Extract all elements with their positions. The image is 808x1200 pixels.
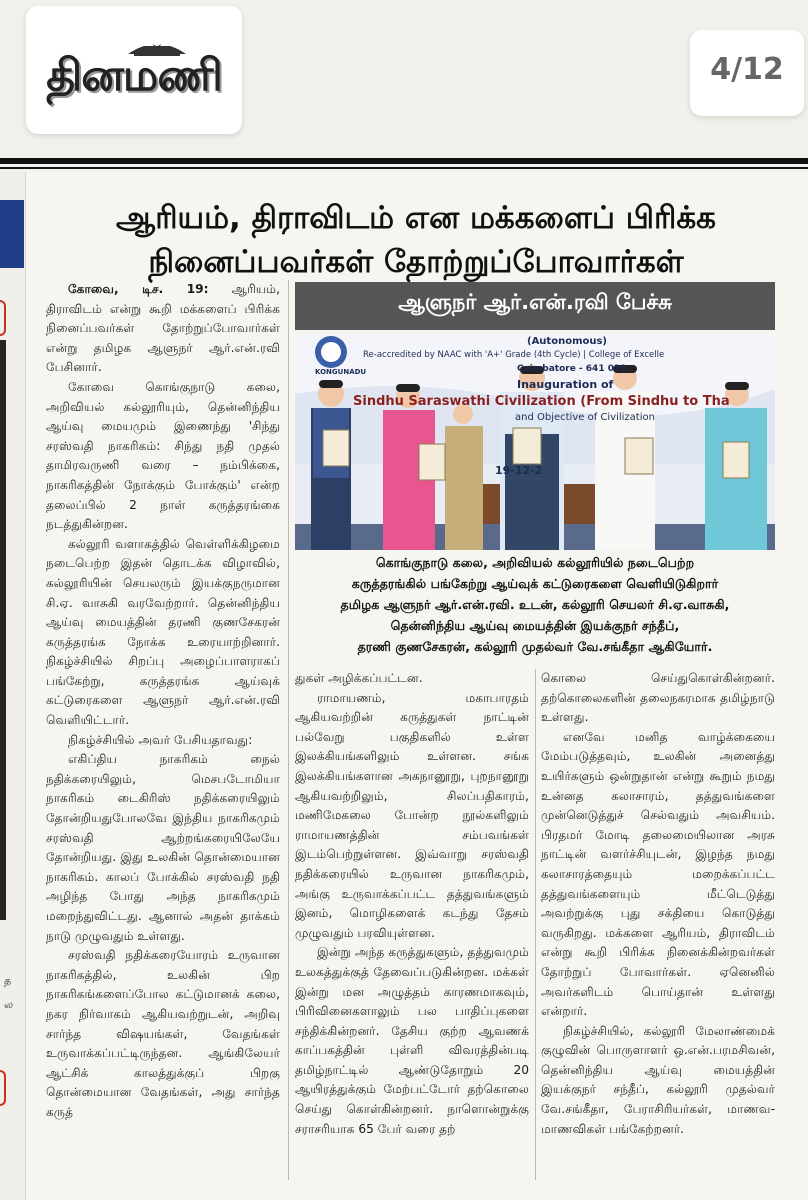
photo-banner-text: Inauguration of	[517, 378, 614, 391]
article-paragraph: ஆரியம், திராவிடம் என்று கூறி மக்களைப் பிரிக்க நினைப்பவர்கள் தோற்றுப்போவார்கள் என்று தமிழக ஆளுநர் ஆர்.என்.ரவி பேசினார்.	[46, 282, 280, 375]
photo-caption	[295, 552, 775, 657]
photo-banner-text: Re-accredited by NAAC with 'A+' Grade (4th Cycle) | College of Excelle	[363, 350, 665, 360]
masthead-bar	[0, 0, 808, 170]
article-column-1	[46, 280, 280, 1123]
page-indicator-card[interactable]	[690, 30, 804, 116]
newspaper-logo: தினமணி	[46, 50, 222, 101]
article-subheadline-box	[295, 282, 775, 330]
article-column-3	[541, 669, 775, 1139]
article-paragraph: ராமாயணம், மகாபாரதம் ஆகியவற்றின் கருத்துகள் நாட்டின் பல்வேறு பகுதிகளில் உள்ள இலக்கியங்களிலும் உள்ளன. சங்க இலக்கியங்களான அகநானூறு, புறநானூறு ஆகியவற்றிலும், சிலப்பதிகாரம், மணிமேகலை போன்ற நூல்களிலும் ராமாயணத்தின் சம்பவங்கள் இடம்பெற்றுள்ளன. இவ்வாறு சரஸ்வதி நதிக்கரையில் உருவான நாகரிகமும், அங்கு உருவாக்கப்பட்ட தத்துவங்களும் இனம், மொழிகளைக் கடந்து தேசம் முழுவதும் பரவியுள்ளன.	[295, 690, 529, 940]
photo-banner-logo: KONGUNADU	[315, 368, 367, 376]
article-paragraph: கோவை கொங்குநாடு கலை, அறிவியல் கல்லூரியும், தென்னிந்திய ஆய்வு மையமும் இணைந்து 'சிந்து சரஸ்வதி நாகரிகம்: சிந்து நதி முதல் தாமிரவருணி வரை – நம்பிக்கை, நாகரிகத்தின் நோக்கும் போக்கும்' என்ற தலைப்பில் 2 நாள் கருத்தரங்கை நடத்துகின்றன.	[46, 379, 280, 532]
article-paragraph: துகள் அழிக்கப்பட்டன.	[295, 671, 423, 685]
photo-banner-date: 19-12-2	[495, 464, 543, 477]
article-paragraph: கல்லூரி வளாகத்தில் வெள்ளிக்கிழமை நடைபெற்ற இதன் தொடக்க விழாவில், கல்லூரியின் செயலரும் இயக்குநருமான சி.ஏ. வாசுகி வரவேற்றார். தென்னிந்திய ஆய்வு மையத்தின் தரணி குணசேகரன் கருத்தரங்க நோக்க உரையாற்றினார். நிகழ்ச்சியில் சிறப்பு அழைப்பாளராகப் பங்கேற்று, கருத்தரங்க ஆய்வுக் கட்டுரைகளை ஆளுநர் ஆர்.என்.ரவி வெளியிட்டார்.	[46, 536, 280, 728]
adjacent-text-fragment: ல	[4, 998, 14, 1011]
headline-line: நினைப்பவர்கள் தோற்றுப்போவார்கள்	[148, 244, 684, 280]
caption-line: தமிழக ஆளுநர் ஆர்.என்.ரவி. உடன், கல்லூரி செயலர் சி.ஏ.வாசுகி,	[340, 597, 730, 612]
caption-line: தரணி குணசேகரன், கல்லூரி முதல்வர் வே.சங்கீதா ஆகியோர்.	[357, 639, 713, 654]
adjacent-red-bracket	[0, 1070, 6, 1106]
article-photo[interactable]	[295, 334, 775, 550]
photo-banner-text: and Objective of Civilization	[515, 412, 655, 423]
article-paragraph: நிகழ்ச்சியில், கல்லூரி மேலாண்மைக் குழுவின் பொருளாளர் ஒ.என்.பரமசிவன், தென்னிந்திய ஆய்வு மையத்தின் இயக்குநர் சந்தீப், கல்லூரி முதல்வர் வே.சங்கீதா, பேராசிரியர்கள், மாணவ-மாணவிகள் பங்கேற்றனர்.	[541, 1023, 775, 1136]
caption-line: கொங்குநாடு கலை, அறிவியல் கல்லூரியில் நடைபெற்ற	[375, 555, 695, 570]
article-paragraph: கொலை செய்துகொள்கின்றனர். தற்கொலைகளின் தலைநகரமாக தமிழ்நாடு உள்ளது.	[541, 671, 775, 725]
article-paragraph: நிகழ்ச்சியில் அவர் பேசியதாவது:	[68, 732, 253, 747]
column-divider	[288, 280, 289, 1180]
adjacent-article-strip	[0, 172, 26, 1200]
adjacent-red-bracket	[0, 300, 6, 336]
caption-line: கருத்தரங்கில் பங்கேற்று ஆய்வுக் கட்டுரைகளை வெளியிடுகிறார்	[351, 576, 719, 591]
photo-banner-title: Sindhu Saraswathi Civilization (From Sindhu to Tha	[353, 394, 730, 409]
article-subheadline: ஆளுநர் ஆர்.என்.ரவி பேச்சு	[398, 290, 672, 314]
article-paragraph: எகிப்திய நாகரிகம் நைல் நதிக்கரையிலும், மெசபடோமியா நாகரிகம் டைகிரிஸ் நதிக்கரையிலும் தோன்றியதுபோலவே இந்திய நாகரிகமும் சரஸ்வதி ஆற்றங்கரையிலேயே தோன்றியது. இது உலகின் தொன்மையான நாகரிகம். காலப் போக்கில் சரஸ்வதி நதி அழிந்த போது அந்த நாகரிகமும் மறைந்துவிட்டது. ஆனால் அதன் தாக்கம் நாடு முழுவதும் உள்ளது.	[46, 752, 280, 943]
adjacent-text-fragment: த	[4, 974, 12, 987]
photo-banner-text: Coimbatore - 641 029.	[517, 364, 630, 374]
article-dateline: கோவை, டிச. 19:	[68, 282, 209, 296]
adjacent-photo-edge	[0, 340, 6, 920]
article-paragraph: எனவே மனித வாழ்க்கையை மேம்படுத்தவும், உலகின் அனைத்து உயிர்களும் ஒன்றுதான் என்று கூறும் நமது உன்னத கலாசாரம், தத்துவங்களை முன்னெடுத்துச் செல்வதும் அவசியம். பிரதமர் மோடி தலைமையிலான அரசு நாட்டின் வளர்ச்சியுடன், இழந்த நமது கலாசாரத்தையும் மறைக்கப்பட்ட தத்துவங்களையும் மீட்டெடுத்து அவற்றுக்கு புது சக்தியை கொடுத்து வருகிறது. மக்களை ஆரியம், திராவிடம் என்று கூறி பிரிக்க நினைக்கின்றவர்கள் தோற்றுப் போவார்கள். ஏனெனில் அவர்களிடம் பொய்தான் உள்ளது என்றார்.	[541, 729, 775, 1019]
article-headline	[44, 196, 788, 284]
caption-line: தென்னிந்திய ஆய்வு மையத்தின் இயக்குநர் சந்தீப்,	[390, 618, 680, 633]
adjacent-blue-block	[0, 200, 24, 268]
newspaper-logo-card[interactable]	[26, 6, 242, 134]
page-indicator: 4/12	[710, 52, 784, 87]
article-column-2	[295, 669, 529, 1139]
article-paragraph: சரஸ்வதி நதிக்கரையோரம் உருவான நாகரிகத்தில், உலகின் பிற நாகரிகங்களைப்போல கட்டுமானக் கலை, நகர நிர்வாகம் ஆகியவற்றுடன், அறிவு சார்ந்த விஷயங்கள், வேதங்கள் உருவாக்கப்பட்டிருந்தன. ஆங்கிலேயர் ஆட்சிக் காலத்துக்குப் பிறகு தொன்மையான வேதங்கள், அது சார்ந்த கருத்	[46, 948, 280, 1119]
photo-banner-text: (Autonomous)	[527, 336, 607, 347]
headline-line: ஆரியம், திராவிடம் என மக்களைப் பிரிக்க	[116, 200, 716, 236]
masthead-rule-thin	[0, 167, 808, 169]
masthead-rule-thick	[0, 158, 808, 164]
article-paragraph: இன்று அந்த கருத்துகளும், தத்துவமும் உலகத்துக்குத் தேவைப்படுகின்றன. மக்கள் இன்று மன அழுத்தம் காரணமாகவும், பிரிவினைகளாலும் பல பாதிப்புகளை சந்திக்கின்றனர். தேசிய குற்ற ஆவணக் காப்பகத்தின் புள்ளி விவரத்தின்படி தமிழ்நாட்டில் ஆண்டுதோறும் 20 ஆயிரத்துக்கும் மேற்பட்டோர் தற்கொலை செய்து கொள்கின்றனர். நாளொன்றுக்கு சராசரியாக 65 பேர் வரை தற்	[295, 945, 529, 1136]
column-divider	[535, 669, 536, 1180]
